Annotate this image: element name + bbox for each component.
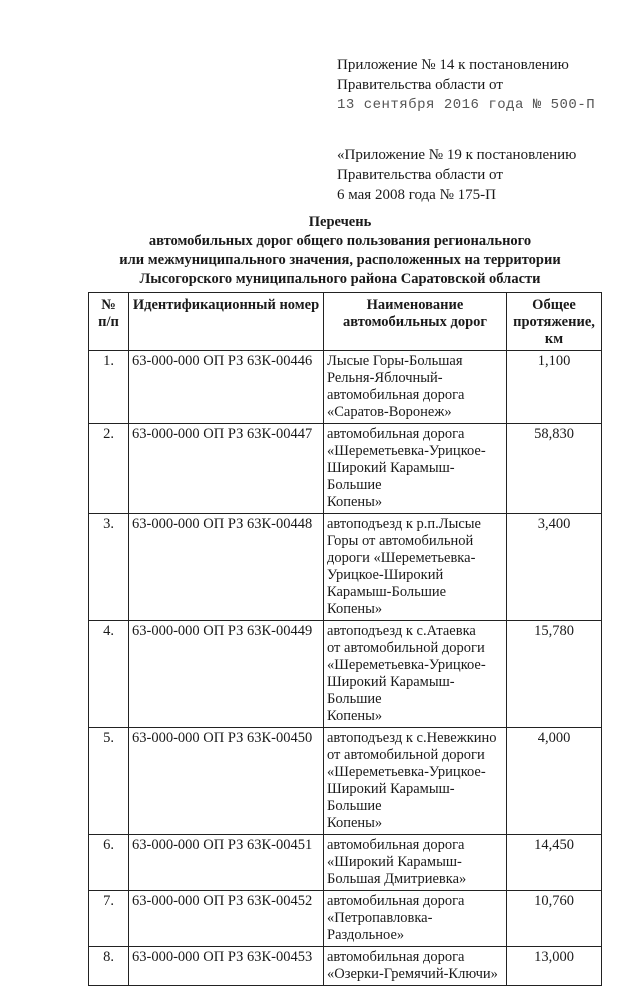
row-id: 63-000-000 ОП РЗ 63К-00451 — [129, 835, 324, 891]
roads-table — [88, 292, 602, 986]
row-name: Лысые Горы-Большая Рельня-Яблочный- автомобильная дорога «Саратов-Воронеж» — [324, 351, 507, 424]
row-num: 4. — [89, 621, 129, 728]
table-header-row — [89, 293, 602, 351]
row-length: 4,000 — [507, 728, 602, 835]
title-line-1: Перечень — [308, 214, 372, 230]
row-name: автомобильная дорога «Озерки-Гремячий-Ключи» — [324, 947, 507, 986]
row-id: 63-000-000 ОП РЗ 63К-00446 — [129, 351, 324, 424]
row-id: 63-000-000 ОП РЗ 63К-00447 — [129, 424, 324, 514]
title-line-2: автомобильных дорог общего пользования регионального — [148, 233, 532, 249]
original-appendix-line-3: 6 мая 2008 года № 175-П — [337, 187, 496, 203]
row-length: 14,450 — [507, 835, 602, 891]
date-stamp: 13 сентября 2016 года № 500-П — [337, 97, 596, 113]
row-length: 13,000 — [507, 947, 602, 986]
row-length: 3,400 — [507, 514, 602, 621]
header-id: Идентификационный номер — [129, 293, 324, 351]
table-row — [89, 947, 602, 986]
row-id: 63-000-000 ОП РЗ 63К-00453 — [129, 947, 324, 986]
header-name: Наименование автомобильных дорог — [324, 293, 507, 351]
title-line-4: Лысогорского муниципального района Саратовской области — [139, 271, 541, 287]
title-line-3: или межмуниципального значения, расположенных на территории — [119, 252, 561, 268]
header-length: Общее протяжение, км — [507, 293, 602, 351]
original-appendix-header — [337, 145, 637, 205]
row-id: 63-000-000 ОП РЗ 63К-00448 — [129, 514, 324, 621]
row-name: автомобильная дорога «Широкий Карамыш- Большая Дмитриевка» — [324, 835, 507, 891]
table-row — [89, 835, 602, 891]
row-num: 8. — [89, 947, 129, 986]
row-name: автоподъезд к с.Атаевка от автомобильной дороги «Шереметьевка-Урицкое- Широкий Карамыш-Большие Копены» — [324, 621, 507, 728]
row-num: 3. — [89, 514, 129, 621]
row-length: 15,780 — [507, 621, 602, 728]
appendix-line-1: Приложение № 14 к постановлению — [337, 57, 569, 73]
row-name: автоподъезд к р.п.Лысые Горы от автомобильной дороги «Шереметьевка- Урицкое-Широкий Карамыш-Большие Копены» — [324, 514, 507, 621]
row-num: 6. — [89, 835, 129, 891]
table-row — [89, 424, 602, 514]
original-appendix-line-1: «Приложение № 19 к постановлению — [337, 147, 577, 163]
table-row — [89, 514, 602, 621]
row-length: 58,830 — [507, 424, 602, 514]
row-num: 2. — [89, 424, 129, 514]
table-row — [89, 351, 602, 424]
row-length: 10,760 — [507, 891, 602, 947]
row-length: 1,100 — [507, 351, 602, 424]
appendix-header — [337, 55, 637, 115]
table-row — [89, 891, 602, 947]
row-id: 63-000-000 ОП РЗ 63К-00450 — [129, 728, 324, 835]
row-num: 7. — [89, 891, 129, 947]
row-id: 63-000-000 ОП РЗ 63К-00452 — [129, 891, 324, 947]
row-num: 5. — [89, 728, 129, 835]
header-num: № п/п — [89, 293, 129, 351]
table-row — [89, 728, 602, 835]
row-id: 63-000-000 ОП РЗ 63К-00449 — [129, 621, 324, 728]
row-name: автомобильная дорога «Петропавловка-Раздольное» — [324, 891, 507, 947]
table-row — [89, 621, 602, 728]
row-num: 1. — [89, 351, 129, 424]
document-title — [40, 213, 640, 289]
row-name: автомобильная дорога «Шереметьевка-Урицкое- Широкий Карамыш-Большие Копены» — [324, 424, 507, 514]
appendix-line-2: Правительства области от — [337, 77, 503, 93]
row-name: автоподъезд к с.Невежкино от автомобильной дороги «Шереметьевка-Урицкое- Широкий Карамыш-Большие Копены» — [324, 728, 507, 835]
original-appendix-line-2: Правительства области от — [337, 167, 503, 183]
